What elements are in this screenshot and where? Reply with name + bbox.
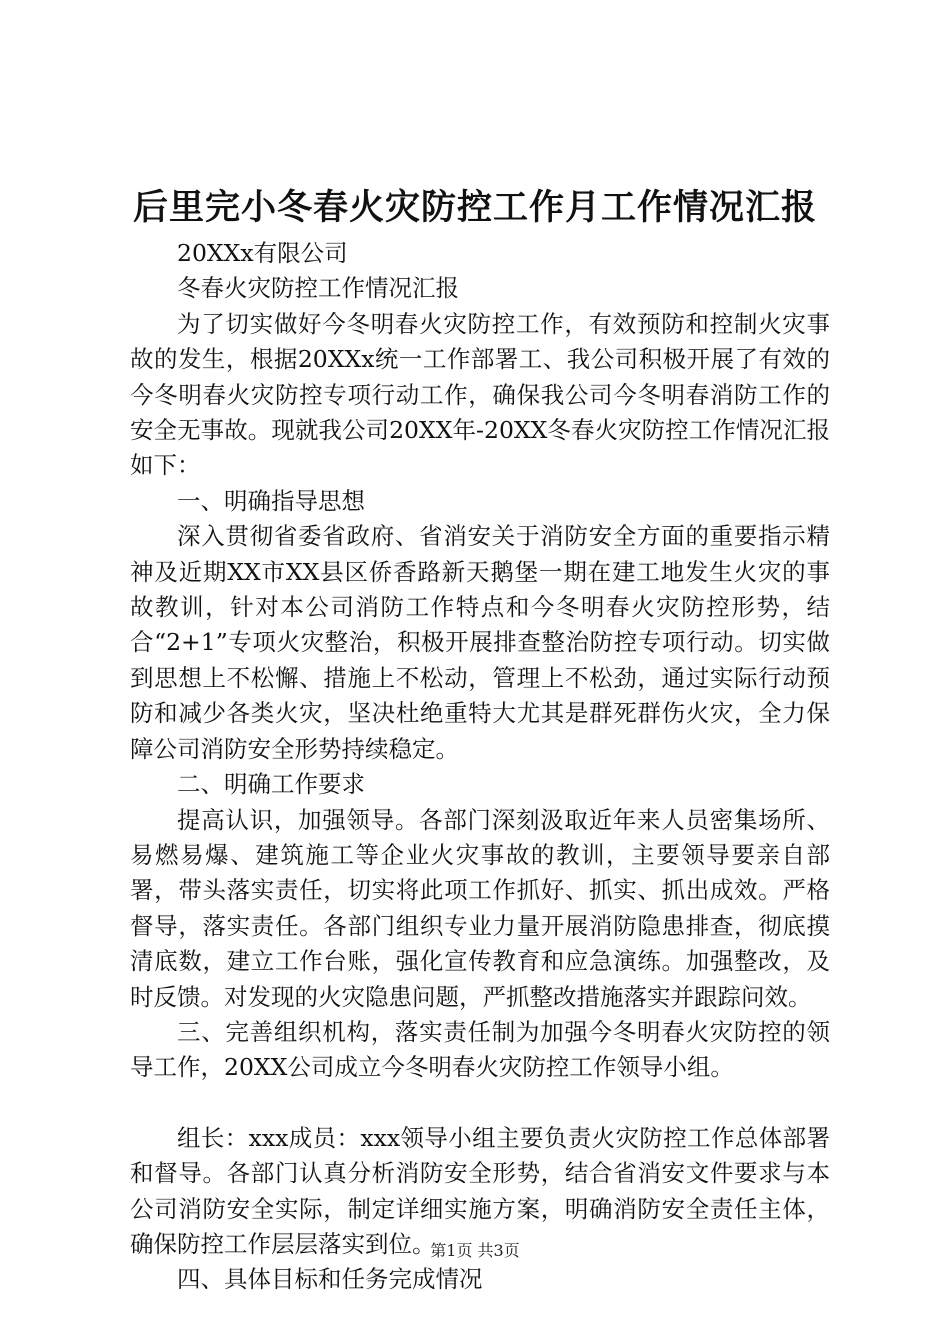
document-body [130,236,830,1298]
team-members-paragraph: 组长：xxx成员：xxx领导小组主要负责火灾防控工作总体部署和督导。各部门认真分析消防安全形势，结合省消安文件要求与本公司消防安全实际，制定详细实施方案，明确消防安全责任主体，确保防控工作层层落实到位。 [130,1123,830,1258]
page-number-footer: 第1页 共3页 [430,1241,520,1260]
company-name-line: 20XXx有限公司 [177,239,348,267]
intro-paragraph: 为了切实做好今冬明春火灾防控工作，有效预防和控制火灾事故的发生，根据20XXx统一工作部署工、我公司积极开展了有效的今冬明春火灾防控专项行动工作，确保我公司今冬明春消防工作的安全无事故。现就我公司20XX年-20XX冬春火灾防控工作情况汇报如下： [130,309,830,480]
section-2-paragraph: 提高认识，加强领导。各部门深刻汲取近年来人员密集场所、易燃易爆、建筑施工等企业火灾事故的教训，主要领导要亲自部署，带头落实责任，切实将此项工作抓好、抓实、抓出成效。严格督导，落实责任。各部门组织专业力量开展消防隐患排查，彻底摸清底数，建立工作台账，强化宣传教育和应急演练。加强整改，及时反馈。对发现的火灾隐患问题，严抓整改措施落实并跟踪问效。 [130,805,830,1011]
section-heading-1: 一、明确指导思想 [177,486,365,515]
section-heading-4: 四、具体目标和任务完成情况 [177,1265,483,1294]
document-title: 后里完小冬春火灾防控工作月工作情况汇报 [132,187,817,228]
report-subtitle-line: 冬春火灾防控工作情况汇报 [177,274,459,303]
section-heading-2: 二、明确工作要求 [177,770,365,799]
section-1-paragraph: 深入贯彻省委省政府、省消安关于消防安全方面的重要指示精神及近期XX市XX县区侨香路新天鹅堡一期在建工地发生火灾的事故教训，针对本公司消防工作特点和今冬明春火灾防控形势，结合“2+1”专项火灾整治，积极开展排查整治防控专项行动。切实做到思想上不松懈、措施上不松动，管理上不松劲，通过实际行动预防和减少各类火灾，坚决杜绝重特大尤其是群死群伤火灾，全力保障公司消防安全形势持续稳定。 [130,522,830,763]
section-3-paragraph: 三、完善组织机构，落实责任制为加强今冬明春火灾防控的领导工作，20XX公司成立今冬明春火灾防控工作领导小组。 [130,1017,830,1082]
